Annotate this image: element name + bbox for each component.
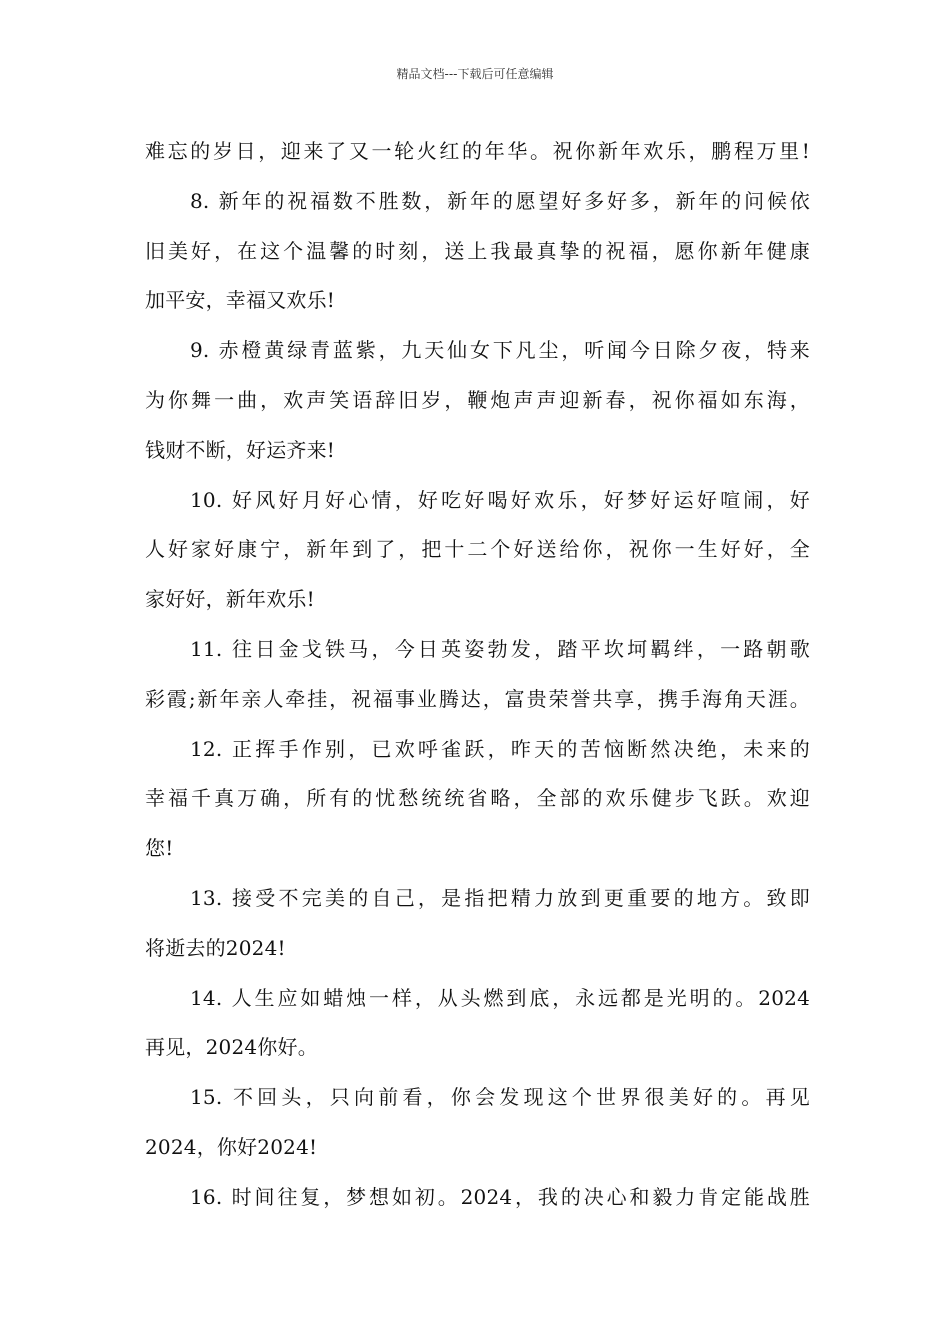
text-line: 人好家好康宁，新年到了，把十二个好送给你，祝你一生好好，全 <box>145 537 810 562</box>
text-line: 再见，2024你好。 <box>145 1035 318 1060</box>
text-line: 2024，你好2024! <box>145 1134 318 1159</box>
text-line: 11. 往日金戈铁马，今日英姿勃发，踏平坎坷羁绊，一路朝歌 <box>190 636 810 661</box>
text-line: 彩霞;新年亲人牵挂，祝福事业腾达，富贵荣誉共享，携手海角天涯。 <box>145 686 810 711</box>
page-header: 精品文档---下载后可任意编辑 <box>396 67 554 81</box>
text-line: 幸福千真万确，所有的忧愁统统省略，全部的欢乐健步飞跃。欢迎 <box>145 786 810 811</box>
document-body <box>145 127 810 1223</box>
text-line: 您! <box>145 836 174 861</box>
text-line: 13. 接受不完美的自己，是指把精力放到更重要的地方。致即 <box>190 885 810 910</box>
text-line: 旧美好，在这个温馨的时刻，送上我最真挚的祝福，愿你新年健康 <box>145 238 810 263</box>
text-line: 16. 时间往复，梦想如初。2024，我的决心和毅力肯定能战胜 <box>190 1184 810 1209</box>
text-line: 难忘的岁日，迎来了又一轮火红的年华。祝你新年欢乐，鹏程万里! <box>145 139 810 163</box>
text-line: 将逝去的2024! <box>145 935 286 960</box>
text-line: 10. 好风好月好心情，好吃好喝好欢乐，好梦好运好喧闹，好 <box>190 487 810 512</box>
text-line: 8. 新年的祝福数不胜数，新年的愿望好多好多，新年的问候依 <box>190 188 810 213</box>
text-line: 加平安，幸福又欢乐! <box>145 288 336 313</box>
text-line: 14. 人生应如蜡烛一样，从头燃到底，永远都是光明的。2024 <box>190 985 810 1010</box>
text-line: 为你舞一曲，欢声笑语辞旧岁，鞭炮声声迎新春，祝你福如东海， <box>145 387 810 412</box>
text-line: 15. 不回头，只向前看，你会发现这个世界很美好的。再见 <box>190 1085 810 1110</box>
text-line: 钱财不断，好运齐来! <box>145 437 336 462</box>
text-line: 9. 赤橙黄绿青蓝紫，九天仙女下凡尘，听闻今日除夕夜，特来 <box>190 338 810 363</box>
text-line: 12. 正挥手作别，已欢呼雀跃，昨天的苦恼断然决绝，未来的 <box>190 736 810 761</box>
text-line: 家好好，新年欢乐! <box>145 587 315 612</box>
